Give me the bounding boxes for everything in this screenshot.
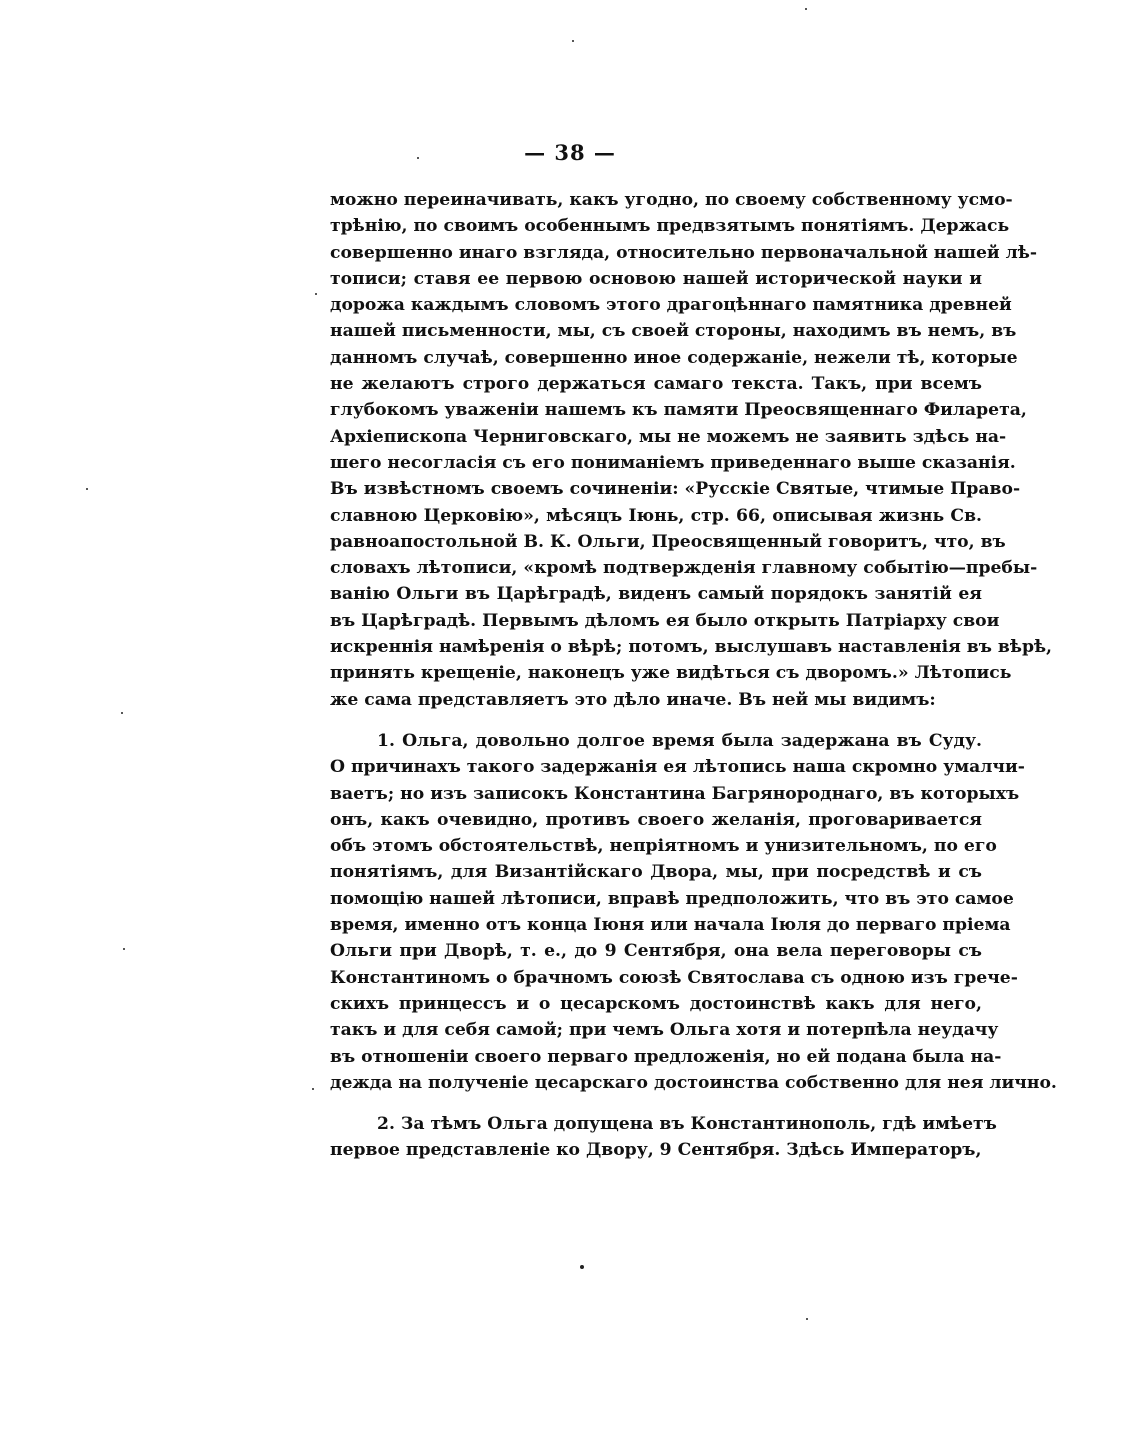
text-line: нашей письменности, мы, съ своей стороны, находимъ въ немъ, въ xyxy=(330,321,1017,342)
scan-speck xyxy=(315,293,317,295)
text-line: скихъ принцессъ и о цесарскомъ достоинствѣ какъ для него, xyxy=(330,993,982,1014)
text-line: 2. За тѣмъ Ольга допущена въ Константинополь, гдѣ имѣетъ xyxy=(377,1114,997,1135)
text-line: объ этомъ обстоятельствѣ, непріятномъ и унизительномъ, по его xyxy=(330,836,997,857)
text-line: трѣнію, по своимъ особеннымъ предвзятымъ понятіямъ. Держась xyxy=(330,216,1010,237)
paragraph-2 xyxy=(330,728,1057,1096)
paragraph-3 xyxy=(330,1111,997,1164)
text-line: славною Церковію», мѣсяцъ Іюнь, стр. 66, описывая жизнь Св. xyxy=(330,505,982,526)
body-text xyxy=(330,187,1057,1164)
text-line: Въ извѣстномъ своемъ сочиненіи: «Русскіе Святые, чтимые Право- xyxy=(330,479,1021,500)
text-line: искреннія намѣренія о вѣрѣ; потомъ, выслушавъ наставленія въ вѣрѣ, xyxy=(330,637,1053,658)
text-line: дежда на полученіе цесарскаго достоинства собственно для нея лично. xyxy=(330,1072,1057,1093)
text-line: глубокомъ уваженіи нашемъ къ памяти Преосвященнаго Филарета, xyxy=(330,400,1027,421)
text-line: равноапостольной В. К. Ольги, Преосвященный говоритъ, что, въ xyxy=(330,531,1006,552)
scan-speck xyxy=(123,948,125,950)
scan-speck xyxy=(580,1265,584,1269)
text-line: словахъ лѣтописи, «кромѣ подтвержденія главному событію—пребы- xyxy=(330,558,1038,579)
text-line: О причинахъ такого задержанія ея лѣтопись наша скромно умалчи- xyxy=(330,757,1025,778)
text-line: въ Царѣградѣ. Первымъ дѣломъ ея было открыть Патріарху свои xyxy=(330,610,1000,631)
scan-speck xyxy=(86,488,88,490)
scan-speck xyxy=(806,1318,808,1320)
text-line: Константиномъ о брачномъ союзѣ Святослава съ одною изъ грече- xyxy=(330,967,1018,988)
scan-speck xyxy=(572,40,574,42)
scan-speck xyxy=(805,8,807,10)
text-line: шего несогласія съ его пониманіемъ приведеннаго выше сказанія. xyxy=(330,452,1016,473)
text-line: ванію Ольги въ Царѣградѣ, виденъ самый порядокъ занятій ея xyxy=(330,584,982,605)
text-line: можно переиначивать, какъ угодно, по своему собственному усмо- xyxy=(330,190,1013,210)
text-line: въ отношеніи своего перваго предложенія, но ей подана была на- xyxy=(330,1046,1002,1067)
scan-speck xyxy=(417,157,419,159)
text-line: время, именно отъ конца Іюня или начала Іюля до перваго пріема xyxy=(330,915,1011,936)
paragraph-1 xyxy=(330,187,1053,713)
text-line: не желаютъ строго держаться самаго текста. Такъ, при всемъ xyxy=(330,374,982,395)
text-line: принять крещеніе, наконецъ уже видѣться съ дворомъ.» Лѣтопись xyxy=(330,663,1012,684)
text-line: же сама представляетъ это дѣло иначе. Въ ней мы видимъ: xyxy=(330,689,936,710)
scan-speck xyxy=(121,712,123,714)
text-line: 1. Ольга, довольно долгое время была задержана въ Суду. xyxy=(377,730,982,751)
text-line: помощію нашей лѣтописи, вправѣ предположить, что въ это самое xyxy=(330,888,1014,909)
text-line: Ольги при Дворѣ, т. е., до 9 Сентября, она вела переговоры съ xyxy=(330,941,982,962)
scan-speck xyxy=(312,1088,314,1090)
text-line: тописи; ставя ее первою основою нашей исторической науки и xyxy=(330,268,982,289)
text-line: Архіепископа Черниговскаго, мы не можемъ не заявить здѣсь на- xyxy=(330,426,1007,447)
text-line: онъ, какъ очевидно, противъ своего желанія, проговаривается xyxy=(330,809,982,830)
text-line: такъ и для себя самой; при чемъ Ольга хотя и потерпѣла неудачу xyxy=(330,1020,999,1041)
page-number: — 38 — xyxy=(524,140,616,165)
text-line: первое представленіе ко Двору, 9 Сентября. Здѣсь Императоръ, xyxy=(330,1140,982,1161)
text-line: дорожа каждымъ словомъ этого драгоцѣннаго памятника древней xyxy=(330,295,1012,316)
text-line: совершенно инаго взгляда, относительно первоначальной нашей лѣ- xyxy=(330,242,1037,263)
text-line: ваетъ; но изъ записокъ Константина Багрянороднаго, въ которыхъ xyxy=(330,783,1020,804)
text-line: понятіямъ, для Византійскаго Двора, мы, при посредствѣ и съ xyxy=(330,862,982,883)
text-line: данномъ случаѣ, совершенно иное содержаніе, нежели тѣ, которые xyxy=(330,347,1018,368)
